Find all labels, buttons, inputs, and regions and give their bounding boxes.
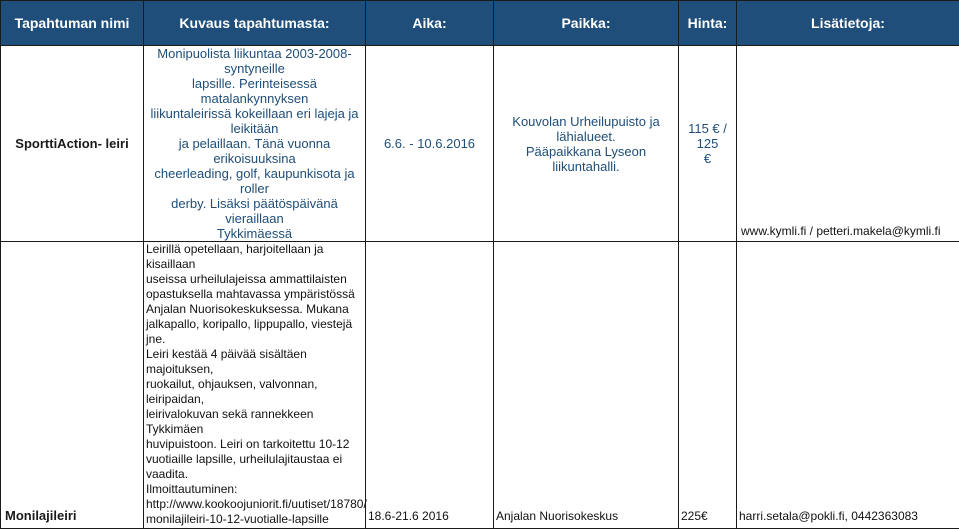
- place-line: Kouvolan Urheilupuisto ja lähialueet.: [494, 114, 678, 144]
- event-price-cell: [679, 46, 737, 242]
- description-line: Tykkimäessä: [144, 226, 365, 241]
- event-time-cell: [366, 46, 494, 242]
- event-info: www.kymli.fi / petteri.makela@kymli.fi: [741, 224, 941, 238]
- event-info-cell: [737, 46, 959, 242]
- price-line: 115 € / 125: [679, 121, 736, 151]
- description-line: liikuntaleirissä kokeillaan eri lajeja ja leikitään: [144, 106, 365, 136]
- header-name: Tapahtuman nimi: [1, 1, 144, 46]
- event-time: 18.6-21.6 2016: [368, 509, 449, 523]
- event-time-cell: [366, 242, 494, 529]
- description-line: Anjalan Nuorisokeskuksessa. Mukana: [144, 302, 365, 317]
- description-line: jalkapallo, koripallo, lippupallo, viestejä jne.: [144, 317, 365, 347]
- description-line: Leirillä opetellaan, harjoitellaan ja kisaillaan: [144, 242, 365, 272]
- header-time: Aika:: [366, 1, 494, 46]
- event-time: 6.6. - 10.6.2016: [384, 136, 475, 151]
- description-line: useissa urheilulajeissa ammattilaisten: [144, 272, 365, 287]
- table-row: [1, 242, 959, 529]
- event-info: harri.setala@pokli.fi, 0442363083: [739, 509, 918, 523]
- event-place: Anjalan Nuorisokeskus: [496, 509, 618, 523]
- description-line: huvipuistoon. Leiri on tarkoitettu 10-12: [144, 437, 365, 452]
- event-description-cell: [144, 242, 366, 529]
- event-place-cell: [494, 242, 679, 529]
- event-name-cell: [1, 46, 144, 242]
- description-line: ja pelaillaan. Tänä vuonna erikoisuuksina: [144, 136, 365, 166]
- description-line: vuotiaille lapsille, urheilulajitaustaa ei vaadita.: [144, 452, 365, 482]
- header-price: Hinta:: [679, 1, 737, 46]
- description-line: Ilmoittautuminen:: [144, 482, 365, 497]
- event-price-cell: [679, 242, 737, 529]
- description-line: leirivalokuvan sekä rannekkeen Tykkimäen: [144, 407, 365, 437]
- header-description: Kuvaus tapahtumasta:: [144, 1, 366, 46]
- description-line: cheerleading, golf, kaupunkisota ja roller: [144, 166, 365, 196]
- header-info: Lisätietoja:: [737, 1, 959, 46]
- event-name-cell: [1, 242, 144, 529]
- description-line: opastuksella mahtavassa ympäristössä: [144, 287, 365, 302]
- event-description-cell: [144, 46, 366, 242]
- header-row: [1, 1, 959, 46]
- description-line: Monipuolista liikuntaa 2003-2008- syntyneille: [144, 46, 365, 76]
- description-line: derby. Lisäksi päätöspäivänä vieraillaan: [144, 196, 365, 226]
- price-line: €: [679, 151, 736, 166]
- table-row: [1, 46, 959, 242]
- header-place: Paikka:: [494, 1, 679, 46]
- description-line: ruokailut, ohjauksen, valvonnan, leiripaidan,: [144, 377, 365, 407]
- description-line: monilajileiri-10-12-vuotialle-lapsille: [144, 512, 365, 527]
- place-line: Pääpaikkana Lyseon liikuntahalli.: [494, 144, 678, 174]
- description-line: Leiri kestää 4 päivää sisältäen majoituksen,: [144, 347, 365, 377]
- event-name: Monilajileiri: [5, 508, 77, 523]
- description-line: http://www.kookoojuniorit.fi/uutiset/18780/: [144, 497, 365, 512]
- event-price: 225€: [681, 509, 708, 523]
- event-name: SporttiAction- leiri: [15, 136, 128, 151]
- event-info-cell: [737, 242, 959, 529]
- event-place-cell: [494, 46, 679, 242]
- description-line: lapsille. Perinteisessä matalankynnyksen: [144, 76, 365, 106]
